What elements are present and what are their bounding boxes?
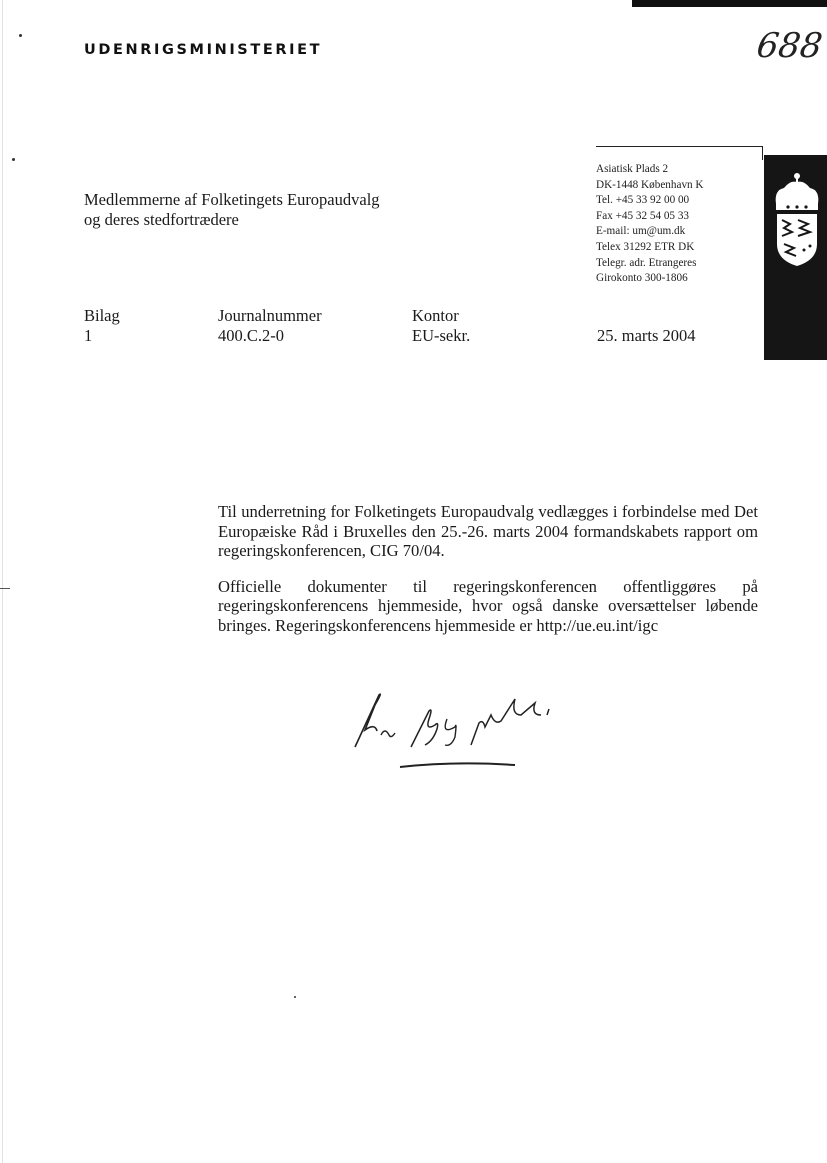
body-paragraph: Officielle dokumenter til regeringskonferencen offentliggøres på regeringskonferencens hjemmeside, hvor også danske oversættelser løbende bringes. Regeringskonferencens hjemmeside er http://ue.eu.int/igc xyxy=(218,576,758,635)
address-rule xyxy=(596,146,762,147)
scan-speck xyxy=(12,158,15,161)
fold-mark xyxy=(0,588,10,589)
royal-crest-icon xyxy=(768,168,826,268)
address-line: Telegr. adr. Etrangeres xyxy=(596,256,697,269)
address-rule-vertical xyxy=(762,146,763,160)
recipient-block xyxy=(84,190,380,230)
address-line: E-mail: um@um.dk xyxy=(596,225,686,238)
body-paragraph: Til underretning for Folketingets Europaudvalg vedlægges i forbindelse med Det Europæiske Råd i Bruxelles den 25.-26. marts 2004 formandskabets rapport om regeringskonferencen, CIG 70/04. xyxy=(218,502,758,560)
handwritten-page-number: 688 xyxy=(754,26,825,66)
meta-value: 400.C.2-0 xyxy=(218,326,284,345)
meta-value: EU-sekr. xyxy=(412,326,471,345)
meta-bilag xyxy=(84,306,120,346)
address-line: Girokonto 300-1806 xyxy=(596,272,688,285)
scan-margin-line xyxy=(2,0,3,1163)
address-line: Telex 31292 ETR DK xyxy=(596,240,695,253)
recipient-line: og deres stedfortrædere xyxy=(84,210,239,229)
scan-speck xyxy=(19,34,22,37)
scan-speck xyxy=(294,996,296,998)
letterhead-title: UDENRIGSMINISTERIET xyxy=(84,42,323,58)
meta-kontor xyxy=(412,306,470,346)
address-line: Fax +45 32 54 05 33 xyxy=(596,209,690,222)
meta-label: Journalnummer xyxy=(218,306,322,325)
address-line: Asiatisk Plads 2 xyxy=(596,163,669,175)
address-line: Tel. +45 33 92 00 00 xyxy=(596,194,690,207)
meta-label: Bilag xyxy=(84,306,120,325)
meta-journal xyxy=(218,306,322,346)
letter-body xyxy=(218,502,758,651)
top-scan-bar xyxy=(632,0,827,7)
handwritten-signature xyxy=(345,685,575,775)
meta-value: 1 xyxy=(84,326,93,345)
address-line: DK-1448 København K xyxy=(596,178,704,191)
letter-date: 25. marts 2004 xyxy=(597,326,696,345)
address-block xyxy=(596,162,704,287)
recipient-line: Medlemmerne af Folketingets Europaudvalg xyxy=(84,190,380,209)
meta-label: Kontor xyxy=(412,306,459,325)
